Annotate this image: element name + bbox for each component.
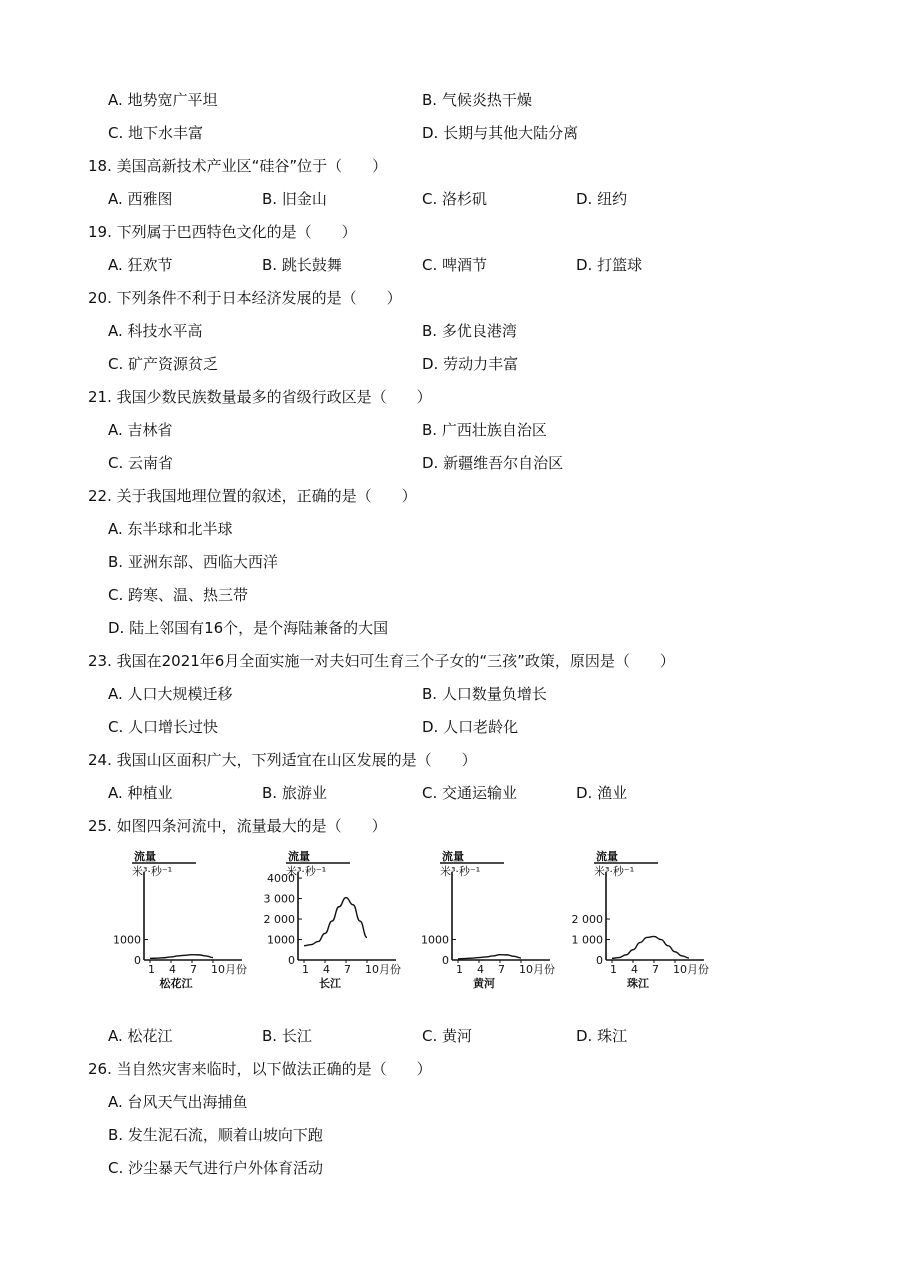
answer-option: D. 陆上邻国有16个，是个海陆兼备的大国 <box>108 619 389 637</box>
answer-option: D. 人口老龄化 <box>422 718 519 736</box>
x-tick-label: 4 <box>477 963 484 976</box>
x-tick-label: 4 <box>323 963 330 976</box>
river-name: 松花江 <box>159 977 193 990</box>
flow-series-line <box>612 936 689 958</box>
x-tick-label: 1 <box>302 963 309 976</box>
answer-option: A. 松花江 <box>108 1027 173 1045</box>
unit-label: 米³·秒⁻¹ <box>594 865 635 878</box>
answer-option: D. 渔业 <box>576 784 628 802</box>
answer-option: B. 多优良港湾 <box>422 322 517 340</box>
answer-option: B. 人口数量负增长 <box>422 685 547 703</box>
answer-option: B. 旅游业 <box>262 784 327 802</box>
x-tick-label: 10月份 <box>211 963 247 976</box>
y-tick-label: 1000 <box>267 933 295 947</box>
flow-chart <box>108 848 253 988</box>
flow-chart-svg <box>570 848 715 988</box>
y-tick-label: 3 000 <box>263 892 295 906</box>
answer-option: C. 地下水丰富 <box>108 124 204 142</box>
flow-chart <box>416 848 561 988</box>
x-tick-label: 4 <box>169 963 176 976</box>
x-tick-label: 1 <box>456 963 463 976</box>
question-stem: 25. 如图四条河流中，流量最大的是（ ） <box>88 817 387 835</box>
answer-option: B. 气候炎热干燥 <box>422 91 532 109</box>
header-label: 流量 <box>288 850 310 863</box>
answer-option: D. 劳动力丰富 <box>422 355 519 373</box>
answer-option: B. 广西壮族自治区 <box>422 421 547 439</box>
flow-chart-svg <box>262 848 407 988</box>
answer-option: D. 长期与其他大陆分离 <box>422 124 579 142</box>
flow-series-line <box>150 955 213 959</box>
y-tick-label: 0 <box>134 954 141 967</box>
answer-option: D. 珠江 <box>576 1027 628 1045</box>
question-stem: 19. 下列属于巴西特色文化的是（ ） <box>88 223 357 241</box>
answer-option: B. 跳长鼓舞 <box>262 256 342 274</box>
answer-option: C. 黄河 <box>422 1027 473 1045</box>
answer-option: C. 跨寒、温、热三带 <box>108 586 249 604</box>
answer-option: C. 人口增长过快 <box>108 718 219 736</box>
x-tick-label: 7 <box>344 963 351 976</box>
answer-option: A. 西雅图 <box>108 190 173 208</box>
flow-chart-svg <box>416 848 561 988</box>
y-tick-label: 0 <box>442 954 449 967</box>
river-name: 黄河 <box>473 977 495 990</box>
x-tick-label: 7 <box>498 963 505 976</box>
x-tick-label: 7 <box>652 963 659 976</box>
river-name: 长江 <box>319 977 341 990</box>
header-label: 流量 <box>442 850 464 863</box>
unit-label: 米³·秒⁻¹ <box>286 865 327 878</box>
question-stem: 26. 当自然灾害来临时，以下做法正确的是（ ） <box>88 1060 432 1078</box>
question-stem: 23. 我国在2021年6月全面实施一对夫妇可生育三个子女的“三孩”政策，原因是（ ） <box>88 652 675 670</box>
unit-label: 米³·秒⁻¹ <box>132 865 173 878</box>
flow-chart-svg <box>108 848 253 988</box>
x-tick-label: 10月份 <box>365 963 401 976</box>
flow-chart <box>262 848 407 988</box>
y-tick-label: 4000 <box>267 872 295 886</box>
question-stem: 20. 下列条件不利于日本经济发展的是（ ） <box>88 289 402 307</box>
answer-option: A. 地势宽广平坦 <box>108 91 218 109</box>
answer-option: A. 狂欢节 <box>108 256 173 274</box>
y-tick-label: 2 000 <box>263 913 295 927</box>
answer-option: D. 打篮球 <box>576 256 643 274</box>
header-label: 流量 <box>134 850 156 863</box>
question-stem: 22. 关于我国地理位置的叙述，正确的是（ ） <box>88 487 417 505</box>
header-label: 流量 <box>596 850 618 863</box>
y-tick-label: 1000 <box>421 933 449 947</box>
answer-option: C. 交通运输业 <box>422 784 518 802</box>
answer-option: B. 发生泥石流，顺着山坡向下跑 <box>108 1126 323 1144</box>
answer-option: A. 种植业 <box>108 784 173 802</box>
y-tick-label: 0 <box>288 954 295 967</box>
answer-option: B. 旧金山 <box>262 190 327 208</box>
x-tick-label: 1 <box>148 963 155 976</box>
answer-option: D. 新疆维吾尔自治区 <box>422 454 564 472</box>
answer-option: C. 洛杉矶 <box>422 190 488 208</box>
question-stem: 24. 我国山区面积广大，下列适宜在山区发展的是（ ） <box>88 751 477 769</box>
unit-label: 米³·秒⁻¹ <box>440 865 481 878</box>
answer-option: A. 科技水平高 <box>108 322 203 340</box>
answer-option: C. 沙尘暴天气进行户外体育活动 <box>108 1159 324 1177</box>
river-name: 珠江 <box>627 977 649 990</box>
answer-option: A. 台风天气出海捕鱼 <box>108 1093 248 1111</box>
x-tick-label: 10月份 <box>519 963 555 976</box>
flow-chart <box>570 848 715 988</box>
answer-option: C. 矿产资源贫乏 <box>108 355 219 373</box>
x-tick-label: 7 <box>190 963 197 976</box>
answer-option: B. 亚洲东部、西临大西洋 <box>108 553 278 571</box>
y-tick-label: 1 000 <box>571 933 603 947</box>
y-tick-label: 0 <box>596 954 603 967</box>
answer-option: C. 啤酒节 <box>422 256 488 274</box>
answer-option: C. 云南省 <box>108 454 174 472</box>
question-stem: 18. 美国高新技术产业区“硅谷”位于（ ） <box>88 157 388 175</box>
question-stem: 21. 我国少数民族数量最多的省级行政区是（ ） <box>88 388 432 406</box>
flow-series-line <box>458 955 521 959</box>
answer-option: B. 长江 <box>262 1027 312 1045</box>
y-tick-label: 2 000 <box>571 913 603 927</box>
x-tick-label: 10月份 <box>673 963 709 976</box>
x-tick-label: 4 <box>631 963 638 976</box>
flow-series-line <box>304 898 367 946</box>
answer-option: A. 吉林省 <box>108 421 173 439</box>
x-tick-label: 1 <box>610 963 617 976</box>
answer-option: A. 东半球和北半球 <box>108 520 233 538</box>
y-tick-label: 1000 <box>113 933 141 947</box>
answer-option: D. 纽约 <box>576 190 628 208</box>
answer-option: A. 人口大规模迁移 <box>108 685 233 703</box>
